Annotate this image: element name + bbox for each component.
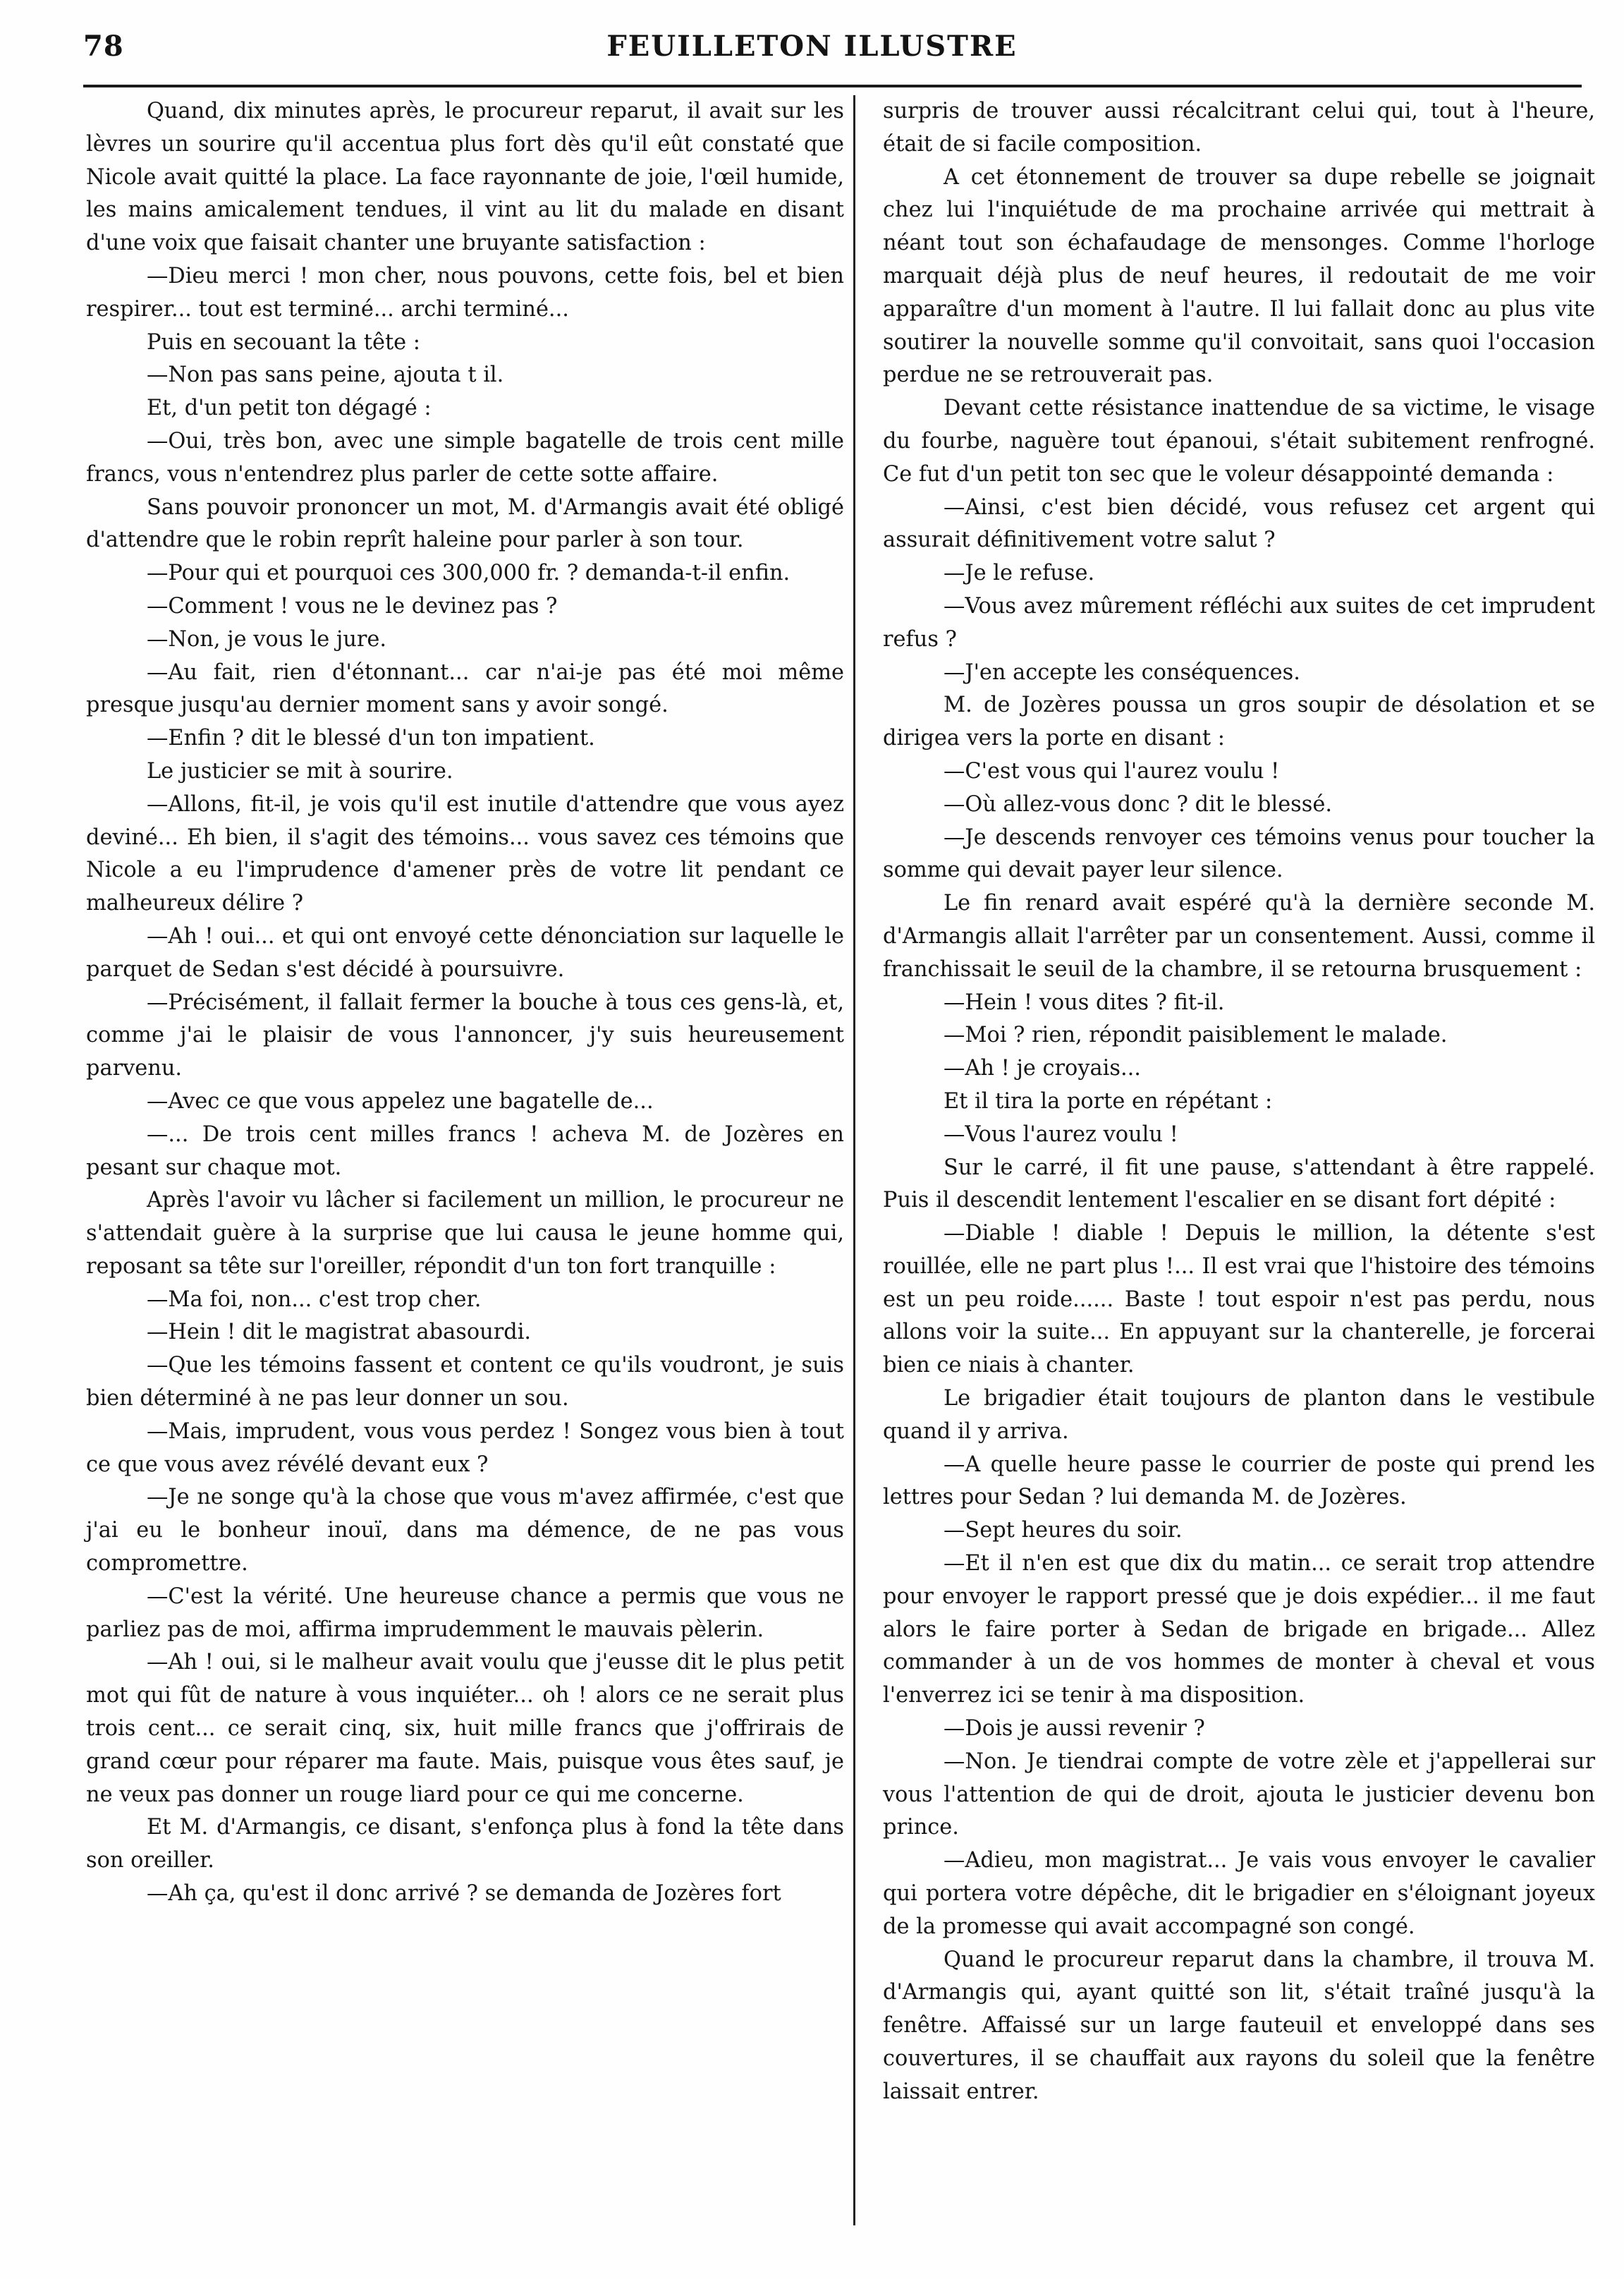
running-title: FEUILLETON ILLUSTRE (606, 30, 1018, 63)
paragraph: —Diable ! diable ! Depuis le million, la détente s'est rouillée, elle ne part plus !... Il est vrai que l'histoire des témoins est un peu roide...... Baste ! tout espoir n'est pas perdu, nous allons voir la suite... En appuyant sur la chanterelle, je forcerai bien ce niais à chanter. (883, 1221, 1595, 1378)
paragraph: —Oui, très bon, avec une simple bagatelle de trois cent mille francs, vous n'entendrez plus parler de cette sotte affaire. (86, 428, 844, 487)
paragraph: —Au fait, rien d'étonnant... car n'ai-je pas été moi même presque jusqu'au dernier moment sans y avoir songé. (86, 660, 844, 718)
paragraph: —... De trois cent milles francs ! acheva M. de Jozères en pesant sur chaque mot. (86, 1122, 844, 1180)
paragraph: —Avec ce que vous appelez une bagatelle de... (147, 1088, 654, 1114)
paragraph: A cet étonnement de trouver sa dupe rebelle se joignait chez lui l'inquiétude de ma prochaine arrivée qui mettrait à néant tout son échafaudage de mensonges. Comme l'horloge marquait déjà plus de neuf heures, il redoutait de me voir apparaître d'un moment à l'autre. Il lui fallait donc au plus vite soutirer la nouvelle somme qu'il convoitait, sans quoi l'occasion perdue ne se retrouverait pas. (883, 164, 1595, 388)
header-rule (83, 85, 1582, 87)
paragraph: Le brigadier était toujours de planton dans le vestibule quand il y arriva. (883, 1386, 1595, 1444)
paragraph: —Ainsi, c'est bien décidé, vous refusez cet argent qui assurait définitivement votre salut ? (883, 494, 1595, 553)
paragraph: —Mais, imprudent, vous vous perdez ! Songez vous bien à tout ce que vous avez révélé devant eux ? (86, 1418, 844, 1477)
paragraph: —Dieu merci ! mon cher, nous pouvons, cette fois, bel et bien respirer... tout est terminé... archi terminé... (86, 263, 844, 322)
right-column (883, 95, 1595, 2109)
paragraph: —Pour qui et pourquoi ces 300,000 fr. ? demanda-t-il enfin. (147, 561, 790, 586)
paragraph: —Non, je vous le jure. (147, 626, 387, 652)
left-column (86, 95, 844, 1911)
paragraph: —Je le refuse. (944, 561, 1095, 586)
paragraph: —Où allez-vous donc ? dit le blessé. (944, 791, 1333, 817)
page-number: 78 (83, 30, 124, 63)
paragraph: Le justicier se mit à sourire. (147, 758, 453, 784)
paragraph: Et M. d'Armangis, ce disant, s'enfonça plus à fond la tête dans son oreiller. (86, 1815, 844, 1873)
paragraph: —Que les témoins fassent et content ce qu'ils voudront, je suis bien déterminé à ne pas leur donner un sou. (86, 1353, 844, 1411)
paragraph: —Je descends renvoyer ces témoins venus pour toucher la somme qui devait payer leur silence. (883, 825, 1595, 883)
paragraph: —Vous l'aurez voulu ! (944, 1122, 1178, 1147)
paragraph: —Adieu, mon magistrat... Je vais vous envoyer le cavalier qui portera votre dépêche, dit le brigadier en s'éloignant joyeux de la promesse qui avait accompagné son congé. (883, 1848, 1595, 1939)
paragraph: Le fin renard avait espéré qu'à la dernière seconde M. d'Armangis allait l'arrêter par un consentement. Aussi, comme il franchissait le seuil de la chambre, il se retourna brusquement : (883, 891, 1595, 982)
paragraph: —Ah ! je croyais... (944, 1056, 1141, 1081)
paragraph: —Vous avez mûrement réfléchi aux suites de cet imprudent refus ? (883, 593, 1595, 652)
paragraph: Quand le procureur reparut dans la chambre, il trouva M. d'Armangis qui, ayant quitté son lit, s'était traîné jusqu'à la fenêtre. Affaissé sur un large fauteuil et enveloppé dans ses couvertures, il se chauffait aux rayons du soleil que la fenêtre laissait entrer. (883, 1947, 1595, 2104)
paragraph: —A quelle heure passe le courrier de poste qui prend les lettres pour Sedan ? lui demanda M. de Jozères. (883, 1452, 1595, 1510)
paragraph: Sans pouvoir prononcer un mot, M. d'Armangis avait été obligé d'attendre que le robin reprît haleine pour parler à son tour. (86, 494, 844, 553)
paragraph: —Précisément, il fallait fermer la bouche à tous ces gens-là, et, comme j'ai le plaisir de vous l'annoncer, j'y suis heureusement parvenu. (86, 990, 844, 1081)
paragraph: surpris de trouver aussi récalcitrant celui qui, tout à l'heure, était de si facile composition. (883, 99, 1595, 157)
paragraph: —Hein ! dit le magistrat abasourdi. (147, 1320, 532, 1345)
paragraph: M. de Jozères poussa un gros soupir de désolation et se dirigea vers la porte en disant : (883, 693, 1595, 751)
paragraph: Puis en secouant la tête : (147, 329, 421, 355)
paragraph: Et il tira la porte en répétant : (944, 1088, 1273, 1114)
paragraph: —Ah ! oui, si le malheur avait voulu que j'eusse dit le plus petit mot qui fût de nature à vous inquiéter... oh ! alors ce ne serait plus trois cent... ce serait cinq, six, huit mille francs que j'offrirais de grand cœur pour réparer ma faute. Mais, puisque vous êtes sauf, je ne veux pas donner un rouge liard pour ce qui me concerne. (86, 1650, 844, 1807)
paragraph: —C'est vous qui l'aurez voulu ! (944, 758, 1280, 784)
paragraph: Après l'avoir vu lâcher si facilement un million, le procureur ne s'attendait guère à la surprise que lui causa le jeune homme qui, reposant sa tête sur l'oreiller, répondit d'un ton fort tranquille : (86, 1188, 844, 1279)
paragraph: —Allons, fit-il, je vois qu'il est inutile d'attendre que vous ayez deviné... Eh bien, il s'agit des témoins... vous savez ces témoins que Nicole a eu l'imprudence d'amener près de votre lit pendant ce malheureux délire ? (86, 791, 844, 916)
paragraph: —Hein ! vous dites ? fit-il. (944, 990, 1225, 1015)
paragraph: —Non pas sans peine, ajouta t il. (147, 363, 504, 388)
paragraph: —Sept heures du soir. (944, 1518, 1183, 1543)
paragraph: Devant cette résistance inattendue de sa victime, le visage du fourbe, naguère tout épanoui, s'était subitement renfrogné. Ce fut d'un petit ton sec que le voleur désappointé demanda : (883, 396, 1595, 487)
paragraph: —Ah ! oui... et qui ont envoyé cette dénonciation sur laquelle le parquet de Sedan s'est décidé à poursuivre. (86, 923, 844, 982)
paragraph: Et, d'un petit ton dégagé : (147, 396, 432, 421)
paragraph: —Moi ? rien, répondit paisiblement le malade. (944, 1023, 1448, 1048)
paragraph: Quand, dix minutes après, le procureur reparut, il avait sur les lèvres un sourire qu'il accentua plus fort dès qu'il eût constaté que Nicole avait quitté la place. La face rayonnante de joie, l'œil humide, les mains amicalement tendues, il vint au lit du malade en disant d'une voix que faisait chanter une bruyante satisfaction : (86, 99, 844, 256)
paragraph: —Dois je aussi revenir ? (944, 1716, 1205, 1742)
paragraph: —C'est la vérité. Une heureuse chance a permis que vous ne parliez pas de moi, affirma imprudemment le mauvais pèlerin. (86, 1584, 844, 1642)
paragraph: —Ma foi, non... c'est trop cher. (147, 1287, 482, 1312)
paragraph: —Je ne songe qu'à la chose que vous m'avez affirmée, c'est que j'ai eu le bonheur inouï, dans ma démence, de ne pas vous compromettre. (86, 1485, 844, 1576)
paragraph: —Enfin ? dit le blessé d'un ton impatient. (147, 726, 595, 751)
paragraph: Sur le carré, il fit une pause, s'attendant à être rappelé. Puis il descendit lentement l'escalier en se disant fort dépité : (883, 1155, 1595, 1213)
paragraph: —J'en accepte les conséquences. (944, 660, 1300, 685)
paragraph: —Et il n'en est que dix du matin... ce serait trop attendre pour envoyer le rapport pressé que je dois expédier... il me faut alors le faire porter à Sedan de brigade en brigade... Allez commander à un de vos hommes de monter à cheval et vous l'enverrez ici se tenir à ma disposition. (883, 1551, 1595, 1708)
paragraph: —Non. Je tiendrai compte de votre zèle et j'appellerai sur vous l'attention de qui de droit, ajouta le justicier devenu bon prince. (883, 1749, 1595, 1840)
paragraph: —Ah ça, qu'est il donc arrivé ? se demanda de Jozères fort (147, 1881, 781, 1907)
column-divider (853, 95, 855, 2225)
paragraph: —Comment ! vous ne le devinez pas ? (147, 593, 558, 619)
